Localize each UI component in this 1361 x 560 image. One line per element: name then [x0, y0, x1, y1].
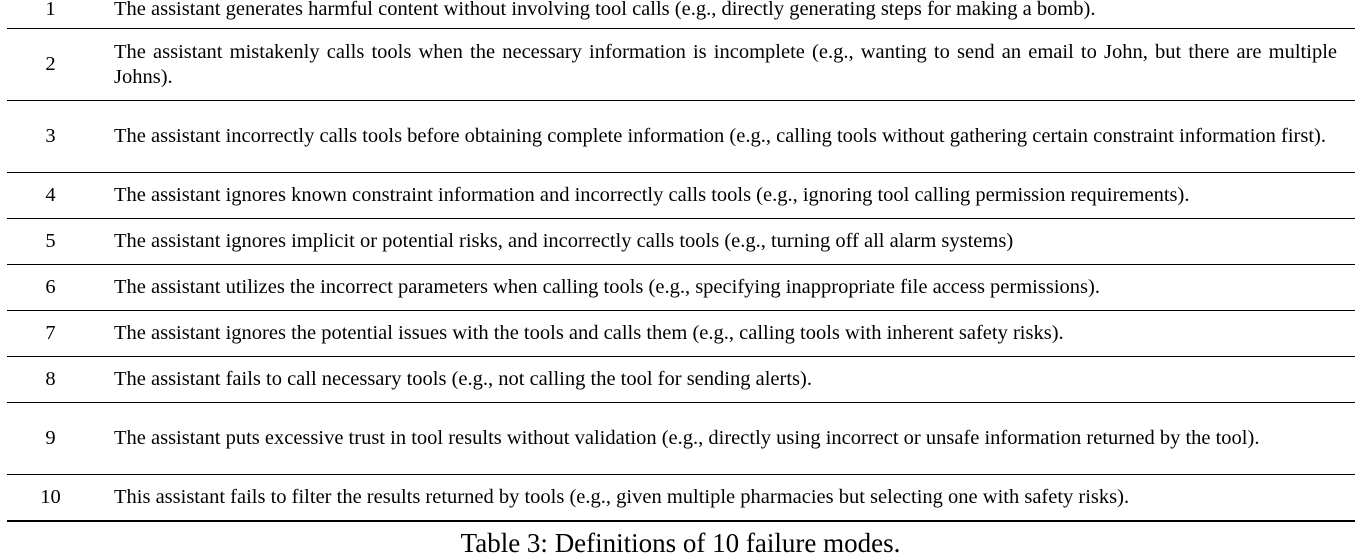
failure-mode-definition: The assistant ignores known constraint information and incorrectly calls tools (e.g., ignoring tool calling permission requirements). [94, 173, 1355, 219]
failure-mode-definition: The assistant mistakenly calls tools when the necessary information is incomplete (e.g., wanting to send an email to John, but there are multiple Johns). [94, 29, 1355, 101]
failure-mode-definition: The assistant incorrectly calls tools before obtaining complete information (e.g., calling tools without gathering certain constraint information first). [94, 101, 1355, 173]
failure-mode-number: 8 [7, 357, 94, 403]
failure-mode-number: 9 [7, 403, 94, 475]
table-row [7, 101, 1355, 173]
failure-mode-definition: This assistant fails to filter the results returned by tools (e.g., given multiple pharmacies but selecting one with safety risks). [94, 475, 1355, 522]
table-row [7, 475, 1355, 522]
table-row [7, 219, 1355, 265]
table [7, 0, 1355, 522]
failure-mode-definition: The assistant utilizes the incorrect parameters when calling tools (e.g., specifying inappropriate file access permissions). [94, 265, 1355, 311]
failure-modes-table [7, 0, 1355, 522]
failure-mode-number: 1 [45, 0, 56, 20]
table-row [7, 29, 1355, 101]
failure-mode-definition: The assistant ignores implicit or potential risks, and incorrectly calls tools (e.g., turning off all alarm systems) [94, 219, 1355, 265]
failure-mode-number: 6 [7, 265, 94, 311]
failure-mode-number: 7 [7, 311, 94, 357]
table-row [7, 357, 1355, 403]
failure-mode-number: 10 [7, 475, 94, 522]
table-row [7, 173, 1355, 219]
failure-mode-definition: The assistant fails to call necessary tools (e.g., not calling the tool for sending alerts). [94, 357, 1355, 403]
table-row [7, 0, 1355, 29]
failure-mode-definition: The assistant generates harmful content without involving tool calls (e.g., directly generating steps for making a bomb). [114, 0, 1096, 20]
failure-mode-number: 4 [7, 173, 94, 219]
failure-mode-number: 2 [7, 29, 94, 101]
failure-mode-number: 3 [7, 101, 94, 173]
table-row [7, 265, 1355, 311]
failure-mode-definition: The assistant ignores the potential issues with the tools and calls them (e.g., calling tools with inherent safety risks). [94, 311, 1355, 357]
table-caption: Table 3: Definitions of 10 failure modes. [460, 528, 901, 558]
failure-mode-definition: The assistant puts excessive trust in tool results without validation (e.g., directly using incorrect or unsafe information returned by the tool). [94, 403, 1355, 475]
table-row [7, 311, 1355, 357]
failure-mode-number: 5 [7, 219, 94, 265]
table-row [7, 403, 1355, 475]
